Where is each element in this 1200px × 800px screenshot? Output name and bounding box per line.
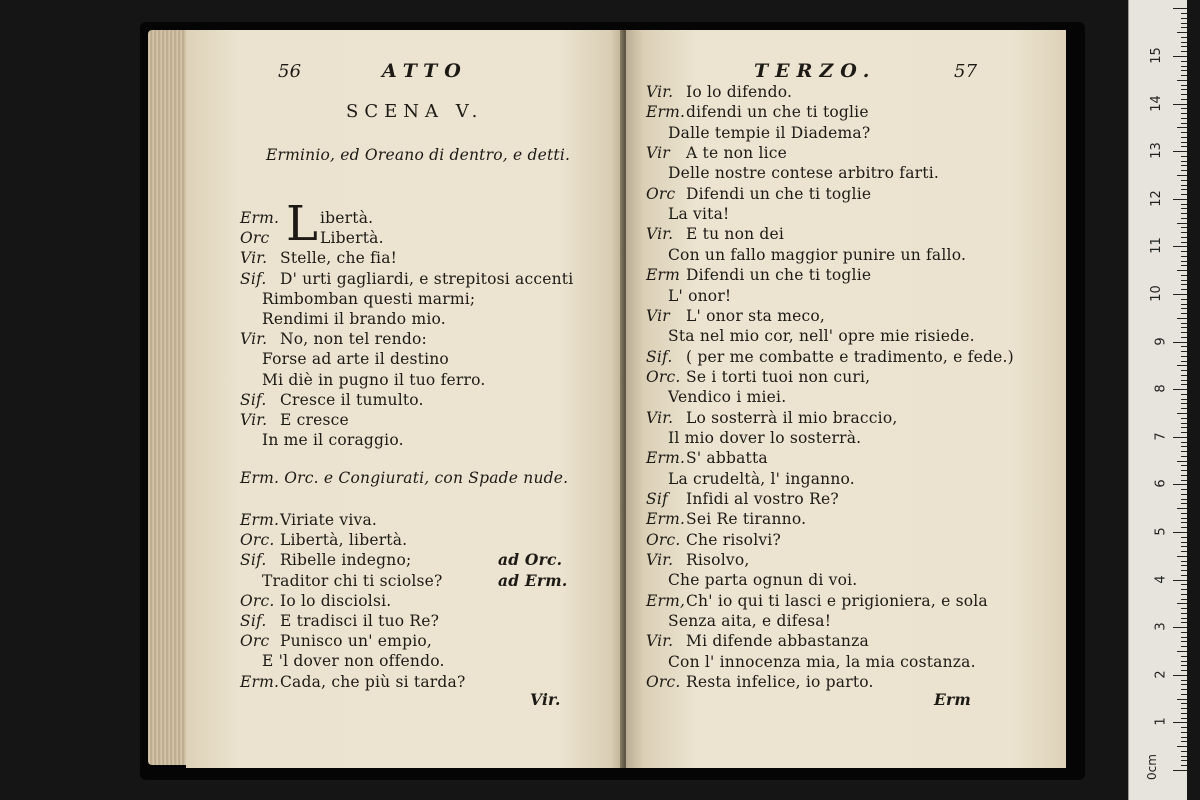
dialogue-line: Lo sosterrà il mio braccio,: [686, 408, 898, 427]
dialogue-line: Sta nel mio cor, nell' opre mie risiede.: [668, 327, 975, 346]
ruler-tick: [1181, 608, 1187, 609]
dialogue-line: Risolvo,: [686, 551, 750, 570]
dialogue-line: La vita!: [668, 205, 730, 224]
ruler-tick: [1181, 46, 1187, 47]
running-head: ATTO: [382, 60, 468, 82]
ruler-tick: [1181, 170, 1187, 171]
ruler-tick: [1181, 23, 1187, 24]
ruler-tick: [1181, 213, 1187, 214]
ruler-tick: [1181, 599, 1187, 600]
ruler-tick: [1181, 137, 1187, 138]
speaker-label: Erm.: [646, 103, 686, 122]
ruler-number: 2: [1153, 670, 1169, 679]
ruler-tick: [1181, 408, 1187, 409]
ruler-tick: [1181, 656, 1187, 657]
ruler-tick: [1181, 756, 1187, 757]
ruler-tick: [1181, 261, 1187, 262]
ruler-tick: [1181, 370, 1187, 371]
speaker-label: Vir.: [646, 408, 674, 427]
ruler-tick: [1181, 194, 1187, 195]
dialogue-line: Punisco un' empio,: [280, 632, 433, 651]
dialogue-line: L' onor!: [668, 286, 732, 305]
dialogue-line: Viriate viva.: [280, 511, 378, 529]
ruler-tick: [1181, 123, 1187, 124]
left-page: [186, 30, 624, 768]
ruler-tick: [1181, 489, 1187, 490]
dialogue-line: Io lo difendo.: [686, 83, 793, 101]
dialogue-line: Mi difende abbastanza: [686, 632, 869, 651]
ruler-tick: [1181, 351, 1187, 352]
ruler-tick: [1173, 389, 1187, 390]
ruler-tick: [1181, 185, 1187, 186]
dialogue-line: Il mio dover lo sosterrà.: [668, 428, 862, 447]
ruler-tick: [1181, 622, 1187, 623]
ruler-tick: [1177, 365, 1187, 366]
ruler-unit: 0cm: [1145, 754, 1160, 780]
dialogue-line: Resta infelice, io parto.: [686, 673, 874, 692]
dialogue-line: Vendico i miei.: [668, 388, 787, 407]
speaker-label: Orc.: [240, 591, 275, 610]
ruler-tick: [1177, 603, 1187, 604]
ruler-tick: [1177, 318, 1187, 319]
dialogue-line: Che risolvi?: [686, 530, 781, 549]
ruler-tick: [1181, 522, 1187, 523]
ruler-tick: [1177, 508, 1187, 509]
ruler-tick: [1181, 518, 1187, 519]
ruler-tick: [1181, 66, 1187, 67]
speaker-label: Erm.: [240, 511, 280, 529]
ruler-number: 6: [1153, 479, 1169, 489]
ruler-tick: [1181, 51, 1187, 52]
dialogue-line: Cresce il tumulto.: [280, 390, 424, 409]
ruler-number: 11: [1149, 237, 1165, 255]
dialogue-line: Con l' innocenza mia, la mia costanza.: [668, 652, 976, 671]
ruler-tick: [1173, 104, 1187, 105]
speaker-label: Orc.: [646, 530, 681, 549]
ruler-tick: [1181, 513, 1187, 514]
ruler-tick: [1181, 632, 1187, 633]
ruler-tick: [1181, 99, 1187, 100]
ruler-tick: [1173, 770, 1187, 771]
dialogue-line: ( per me combatte e tradimento, e fede.): [686, 347, 1014, 366]
ruler-tick: [1181, 337, 1187, 338]
dialogue-line: E 'l dover non offendo.: [262, 652, 445, 671]
dialogue-line: Difendi un che ti toglie: [686, 266, 872, 285]
ruler-tick: [1181, 613, 1187, 614]
ruler-tick: [1181, 189, 1187, 190]
ruler-tick: [1181, 18, 1187, 19]
ruler-tick: [1181, 403, 1187, 404]
ruler-tick: [1177, 80, 1187, 81]
ruler-tick: [1181, 727, 1187, 728]
ruler-tick: [1177, 746, 1187, 747]
speaker-label: Vir.: [646, 551, 674, 570]
ruler-tick: [1181, 218, 1187, 219]
dialogue-line: Delle nostre contese arbitro farti.: [668, 164, 939, 183]
right-page: [626, 30, 1066, 768]
ruler-tick: [1181, 494, 1187, 495]
drop-cap: L: [286, 196, 318, 252]
ruler-tick: [1181, 684, 1187, 685]
speaker-label: Orc: [240, 632, 270, 651]
dialogue-line: No, non tel rendo:: [280, 330, 427, 349]
ruler-tick: [1181, 280, 1187, 281]
ruler-tick: [1181, 760, 1187, 761]
ruler-tick: [1181, 641, 1187, 642]
ruler-tick: [1181, 37, 1187, 38]
speaker-label: Sif: [646, 490, 668, 508]
dialogue-line: A te non lice: [686, 144, 788, 163]
speaker-label: Sif.: [646, 347, 673, 366]
ruler-tick: [1181, 423, 1187, 424]
ruler-tick: [1181, 670, 1187, 671]
ruler-tick: [1181, 156, 1187, 157]
ruler-number: 13: [1149, 142, 1165, 159]
speaker-label: Vir.: [646, 225, 674, 244]
ruler-tick: [1181, 713, 1187, 714]
ruler-tick: [1181, 180, 1187, 181]
ruler-tick: [1181, 665, 1187, 666]
ruler-tick: [1173, 246, 1187, 247]
dialogue-line: Dalle tempie il Diadema?: [668, 123, 871, 142]
dialogue-line: Ribelle indegno;: [280, 551, 412, 570]
ruler-tick: [1181, 323, 1187, 324]
ruler-tick: [1181, 394, 1187, 395]
ruler-tick: [1181, 732, 1187, 733]
speaker-label: Vir: [646, 306, 670, 325]
ruler-tick: [1173, 580, 1187, 581]
ruler-tick: [1173, 199, 1187, 200]
dialogue-line: Mi diè in pugno il tuo ferro.: [262, 370, 486, 389]
ruler-tick: [1173, 56, 1187, 57]
ruler-tick: [1177, 651, 1187, 652]
dialogue-line: Cada, che più si tarda?: [280, 672, 466, 691]
ruler-tick: [1181, 204, 1187, 205]
catchword: Erm: [934, 690, 971, 709]
ruler-tick: [1181, 446, 1187, 447]
ruler-tick: [1177, 270, 1187, 271]
ruler-tick: [1181, 661, 1187, 662]
ruler-tick: [1173, 627, 1187, 628]
ruler-tick: [1177, 413, 1187, 414]
speaker-label: Orc.: [646, 673, 681, 692]
ruler-tick: [1181, 646, 1187, 647]
ruler-tick: [1177, 699, 1187, 700]
dialogue-line: Sei Re tiranno.: [686, 510, 807, 529]
ruler-tick: [1181, 537, 1187, 538]
ruler-tick: [1181, 703, 1187, 704]
ruler-tick: [1181, 765, 1187, 766]
speaker-label: Vir.: [646, 83, 674, 101]
ruler-tick: [1181, 741, 1187, 742]
ruler-tick: [1181, 570, 1187, 571]
ruler-tick: [1177, 32, 1187, 33]
ruler-tick: [1181, 208, 1187, 209]
ruler-tick: [1181, 451, 1187, 452]
ruler-tick: [1181, 427, 1187, 428]
ruler-number: 9: [1153, 336, 1169, 346]
ruler-tick: [1181, 132, 1187, 133]
ruler-tick: [1181, 361, 1187, 362]
ruler-tick: [1181, 85, 1187, 86]
ruler-tick: [1181, 113, 1187, 114]
ruler-tick: [1181, 375, 1187, 376]
ruler-tick: [1181, 584, 1187, 585]
speaker-label: Orc: [646, 184, 676, 203]
ruler-tick: [1181, 142, 1187, 143]
dialogue-line: Infidi al vostro Re?: [686, 490, 839, 508]
ruler-tick: [1181, 227, 1187, 228]
dialogue-line: Senza aita, e difesa!: [668, 612, 832, 631]
stage-direction: Erminio, ed Oreano di dentro, e detti.: [266, 146, 571, 164]
dialogue-line: L' onor sta meco,: [686, 306, 826, 325]
measuring-ruler: [1128, 0, 1187, 800]
speaker-label: Vir.: [240, 330, 268, 349]
ruler-tick: [1181, 308, 1187, 309]
speaker-label: Vir.: [240, 249, 268, 268]
ruler-tick: [1181, 718, 1187, 719]
dialogue-line: Forse ad arte il destino: [262, 350, 449, 369]
speaker-label: Sif.: [240, 390, 267, 409]
dialogue-line: S' abbatta: [686, 449, 768, 468]
ruler-tick: [1181, 61, 1187, 62]
dialogue-line: ibertà.: [320, 209, 374, 227]
ruler-number: 5: [1153, 527, 1169, 536]
speaker-label: Erm.: [240, 209, 280, 227]
ruler-tick: [1181, 265, 1187, 266]
ruler-tick: [1181, 499, 1187, 500]
ruler-tick: [1177, 461, 1187, 462]
ruler-tick: [1173, 675, 1187, 676]
ruler-tick: [1173, 8, 1187, 9]
dialogue-line: Rendimi il brando mio.: [262, 310, 446, 328]
ruler-tick: [1181, 680, 1187, 681]
ruler-tick: [1181, 465, 1187, 466]
ruler-tick: [1181, 165, 1187, 166]
ruler-tick: [1181, 237, 1187, 238]
speaker-label: Orc.: [646, 367, 681, 386]
ruler-tick: [1181, 75, 1187, 76]
speaker-label: Vir.: [240, 411, 268, 429]
ruler-tick: [1177, 556, 1187, 557]
ruler-tick: [1181, 118, 1187, 119]
ruler-tick: [1181, 565, 1187, 566]
ruler-tick: [1181, 527, 1187, 528]
ruler-tick: [1181, 89, 1187, 90]
ruler-tick: [1181, 418, 1187, 419]
ruler-tick: [1181, 13, 1187, 14]
dialogue-line: Difendi un che ti toglie: [686, 184, 872, 203]
dialogue-line: La crudeltà, l' inganno.: [668, 469, 855, 488]
speaker-label: Erm: [646, 266, 681, 285]
ruler-tick: [1181, 589, 1187, 590]
ruler-tick: [1181, 618, 1187, 619]
dialogue-line: In me il coraggio.: [262, 431, 404, 450]
speaker-label: Erm,: [646, 591, 686, 610]
ruler-tick: [1181, 94, 1187, 95]
ruler-tick: [1181, 356, 1187, 357]
dialogue-line: Traditor chi ti sciolse?: [262, 571, 443, 590]
stage-direction-2: Erm. Orc. e Congiurati, con Spade nude.: [240, 469, 569, 487]
ruler-tick: [1173, 437, 1187, 438]
speaker-label: Erm.: [240, 672, 280, 691]
ruler-tick: [1181, 432, 1187, 433]
dialogue-line: Stelle, che fia!: [280, 249, 398, 268]
dialogue-line: Libertà, libertà.: [280, 531, 408, 550]
aside-direction: ad Orc.: [498, 550, 563, 570]
scene-title: SCENA V.: [346, 101, 484, 122]
ruler-tick: [1181, 551, 1187, 552]
dialogue-line: D' urti gagliardi, e strepitosi accenti: [280, 269, 574, 288]
ruler-number: 15: [1149, 47, 1165, 64]
ruler-tick: [1181, 442, 1187, 443]
ruler-tick: [1181, 108, 1187, 109]
speaker-label: Vir.: [646, 632, 674, 651]
ruler-tick: [1181, 561, 1187, 562]
dialogue-line: Se i torti tuoi non curi,: [686, 367, 871, 386]
ruler-tick: [1181, 313, 1187, 314]
ruler-tick: [1181, 304, 1187, 305]
ruler-tick: [1181, 384, 1187, 385]
speaker-label: Erm.: [646, 449, 686, 468]
dialogue-line: E tradisci il tuo Re?: [280, 612, 440, 630]
ruler-tick: [1181, 637, 1187, 638]
ruler-tick: [1177, 223, 1187, 224]
ruler-tick: [1181, 470, 1187, 471]
ruler-tick: [1181, 689, 1187, 690]
ruler-tick: [1181, 751, 1187, 752]
ruler-tick: [1181, 480, 1187, 481]
ruler-tick: [1181, 232, 1187, 233]
ruler-number: 3: [1153, 622, 1169, 631]
ruler-tick: [1181, 399, 1187, 400]
ruler-tick: [1181, 594, 1187, 595]
ruler-tick: [1181, 275, 1187, 276]
ruler-tick: [1181, 161, 1187, 162]
speaker-label: Vir: [646, 144, 670, 163]
ruler-tick: [1173, 722, 1187, 723]
ruler-tick: [1173, 532, 1187, 533]
speaker-label: Orc: [240, 229, 270, 248]
ruler-tick: [1181, 503, 1187, 504]
dialogue-line: E cresce: [280, 411, 349, 429]
ruler-tick: [1177, 175, 1187, 176]
ruler-number: 1: [1153, 717, 1169, 727]
ruler-tick: [1181, 542, 1187, 543]
ruler-number: 10: [1149, 285, 1165, 302]
ruler-tick: [1181, 256, 1187, 257]
speaker-label: Sif.: [240, 269, 267, 288]
ruler-number: 4: [1153, 574, 1169, 584]
ruler-tick: [1181, 346, 1187, 347]
ruler-tick: [1181, 251, 1187, 252]
dialogue-line: Rimbomban questi marmi;: [262, 289, 476, 308]
aside-direction: ad Erm.: [498, 570, 568, 590]
ruler-tick: [1181, 42, 1187, 43]
ruler-number: 8: [1153, 384, 1169, 393]
ruler-tick: [1181, 575, 1187, 576]
dialogue-line: Con un fallo maggior punire un fallo.: [668, 245, 967, 264]
ruler-tick: [1181, 242, 1187, 243]
ruler-tick: [1181, 27, 1187, 28]
dialogue-line: Che parta ognun di voi.: [668, 571, 858, 590]
ruler-tick: [1181, 284, 1187, 285]
ruler-number: 14: [1149, 94, 1165, 112]
ruler-tick: [1181, 70, 1187, 71]
speaker-label: Orc.: [240, 531, 275, 550]
ruler-tick: [1173, 342, 1187, 343]
ruler-tick: [1181, 737, 1187, 738]
ruler-tick: [1181, 380, 1187, 381]
ruler-tick: [1181, 475, 1187, 476]
ruler-tick: [1173, 484, 1187, 485]
speaker-label: Sif.: [240, 612, 267, 630]
page-number: 57: [954, 61, 978, 82]
ruler-tick: [1181, 289, 1187, 290]
speaker-label: Erm.: [646, 510, 686, 529]
running-head: TERZO.: [754, 60, 877, 82]
ruler-tick: [1181, 694, 1187, 695]
ruler-tick: [1181, 332, 1187, 333]
ruler-number: 12: [1149, 190, 1165, 207]
ruler-tick: [1181, 327, 1187, 328]
ruler-number: 7: [1153, 432, 1169, 441]
ruler-tick: [1181, 146, 1187, 147]
speaker-label: Sif.: [240, 551, 267, 570]
page-number: 56: [278, 61, 302, 82]
ruler-tick: [1181, 456, 1187, 457]
ruler-tick: [1181, 546, 1187, 547]
dialogue-line: E tu non dei: [686, 225, 785, 244]
ruler-tick: [1181, 708, 1187, 709]
catchword: Vir.: [530, 690, 561, 709]
dialogue-line: Libertà.: [320, 229, 384, 248]
ruler-tick: [1173, 151, 1187, 152]
ruler-tick: [1173, 294, 1187, 295]
ruler-tick: [1177, 127, 1187, 128]
dialogue-line: Ch' io qui ti lasci e prigioniera, e sola: [686, 591, 988, 610]
dialogue-line: Io lo disciolsi.: [280, 591, 392, 610]
dialogue-line: difendi un che ti toglie: [686, 103, 869, 122]
ruler-tick: [1181, 299, 1187, 300]
